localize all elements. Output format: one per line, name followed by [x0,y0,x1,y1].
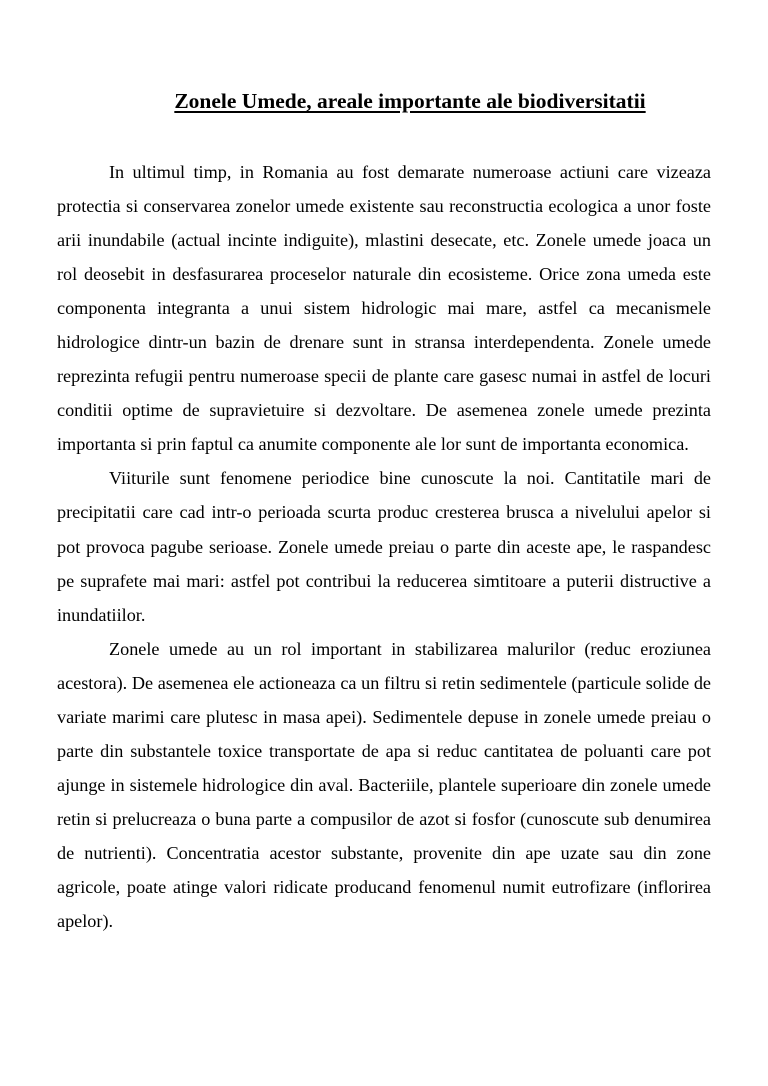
paragraph-3: Zonele umede au un rol important in stabilizarea malurilor (reduc eroziunea acestora). De asemenea ele actioneaza ca un filtru si retin sedimentele (particule solide de variate marimi care plutesc in masa apei). Sedimentele depuse in zonele umede preiau o parte din substantele toxice transportate de apa si reduc cantitatea de poluanti care pot ajunge in sistemele hidrologice din aval. Bacteriile, plantele superioare din zonele umede retin si prelucreaza o buna parte a compusilor de azot si fosfor (cunoscute sub denumirea de nutrienti). Concentratia acestor substante, provenite din ape uzate sau din zone agricole, poate atinge valori ridicate producand fenomenul numit eutrofizare (inflorirea apelor). [57,638,711,932]
document-body [57,155,711,938]
document-title: Zonele Umede, areale importante ale biodiversitatii [174,89,646,113]
paragraph-1: In ultimul timp, in Romania au fost demarate numeroase actiuni care vizeaza protectia si conservarea zonelor umede existente sau reconstructia ecologica a unor foste arii inundabile (actual incinte indiguite), mlastini desecate, etc. Zonele umede joaca un rol deosebit in desfasurarea proceselor naturale din ecosisteme. Orice zona umeda este componenta integranta a unui sistem hidrologic mai mare, astfel ca mecanismele hidrologice dintr-un bazin de drenare sunt in stransa interdependenta. Zonele umede reprezinta refugii pentru numeroase specii de plante care gasesc numai in astfel de locuri conditii optime de supravietuire si dezvoltare. De asemenea zonele umede prezinta importanta si prin faptul ca anumite componente ale lor sunt de importanta economica. [57,162,711,455]
paragraph-2: Viiturile sunt fenomene periodice bine cunoscute la noi. Cantitatile mari de precipitatii care cad intr-o perioada scurta produc cresterea brusca a nivelului apelor si pot provoca pagube serioase. Zonele umede preiau o parte din aceste ape, le raspandesc pe suprafete mai mari: astfel pot contribui la reducerea simtitoare a puterii distructive a inundatiilor. [57,468,711,625]
